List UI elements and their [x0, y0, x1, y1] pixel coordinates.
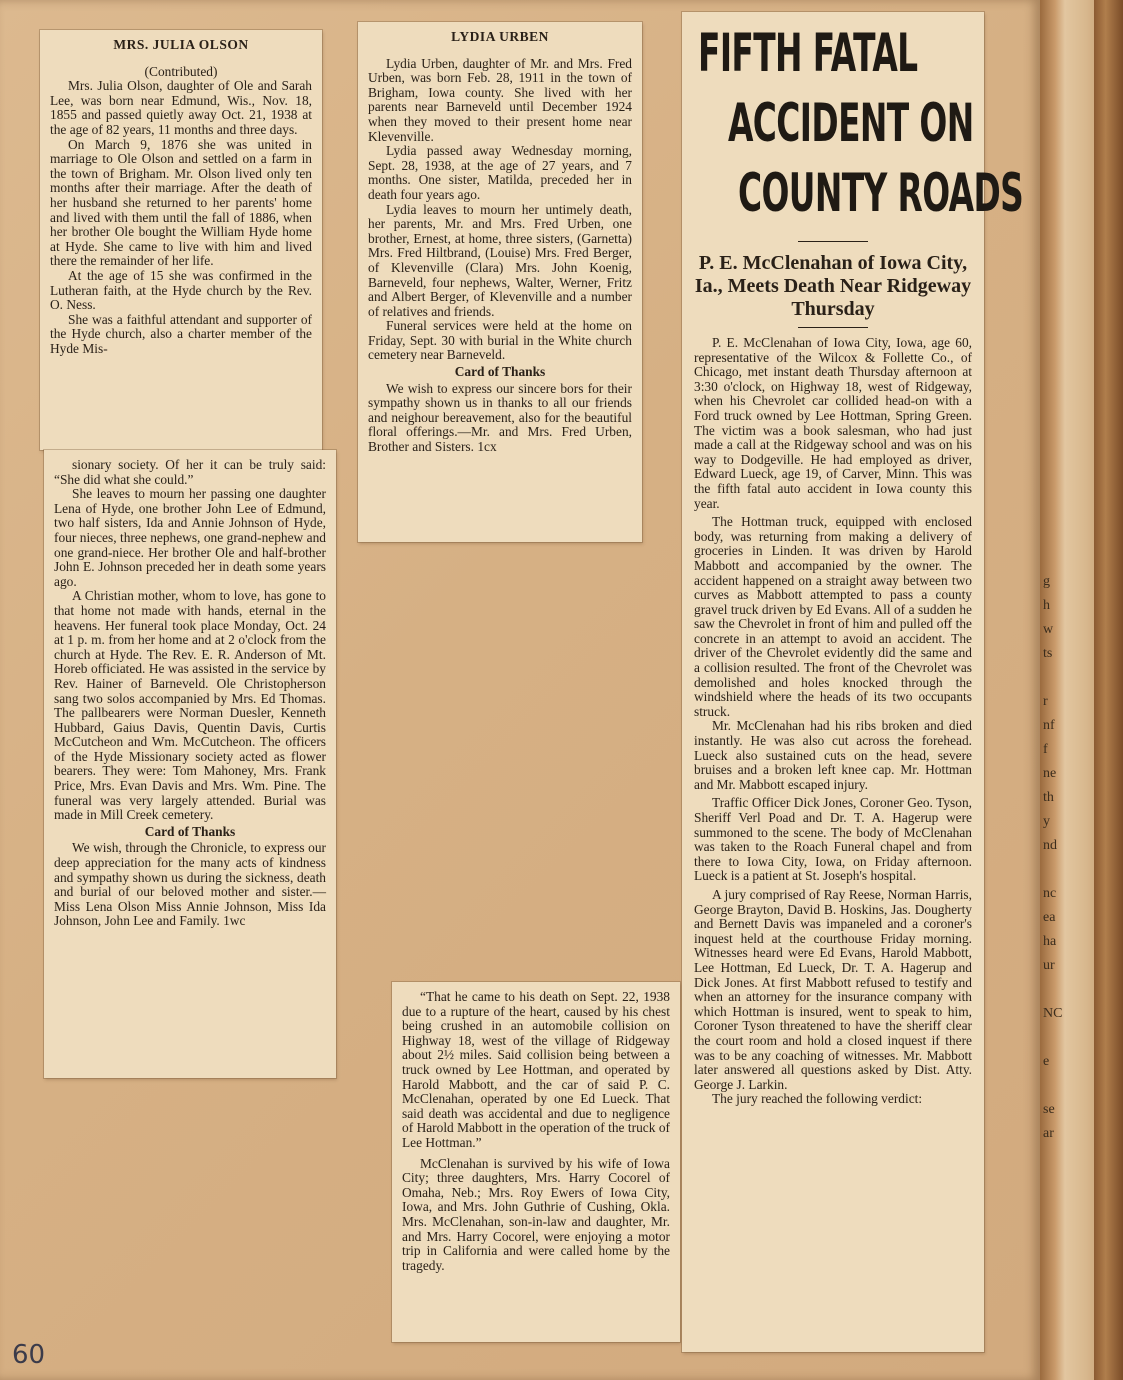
- edge-fragment: ts: [1043, 646, 1053, 661]
- olson-paragraph: On March 9, 1876 she was united in marriage to Ole Olson and settled on a farm in the town of Brigham. Mr. Olson lived only ten months after their marriage. After the death of her husband she returned to her parents' home and lived with them until the fall of 1886, when her brother Ole bought the William Hyde home at Hyde. She came to live with him and lived there the remainder of her life.: [50, 136, 312, 269]
- olson-contributed: (Contributed): [144, 63, 218, 79]
- edge-fragment: ne: [1043, 766, 1057, 781]
- verdict-paragraph: “That he came to his death on Sept. 22, 1938 due to a rupture of the heart, caused by his chest being crushed in an automobile collision on Highway 18, west of the village of Ridgeway about 2½ miles. Said collision being between a truck owned by Lee Hottman, and operated by Harold Mabbott, and the car of said P. C. McClenahan, operated by one Ed Lueck. That said death was accidental and due to negligence of Harold Mabbott in the operation of the truck of Lee Hottman.”: [402, 989, 670, 1150]
- olson-obituary-top: [40, 30, 322, 450]
- deck-rule: [798, 327, 868, 328]
- edge-fragment: [1043, 1026, 1069, 1050]
- accident-paragraph: P. E. McClenahan of Iowa City, Iowa, age 60, representative of the Wilcox & Follette Co., of Chicago, met instant death Thursday afternoon at 3:30 o'clock, on Highway 18, west of Ridgeway, when his Chevrolet car collided head-on with a Ford truck owned by Lee Hottman, Spring Green. The victim was a book salesman, who had just made a call at the Ridgeway school and was on his way to Dodgeville. He had employed as driver, Edward Lueck, age 19, of Carver, Minn. This was the fifth fatal auto accident in Iowa county this year.: [694, 335, 972, 511]
- headline-rule: [798, 241, 868, 242]
- edge-fragment: e: [1043, 1054, 1050, 1069]
- olson-paragraph: A Christian mother, whom to love, has gone to that home not made with hands, eternal in the heavens. Her funeral took place Monday, Oct. 24 at 1 p. m. from her home and at 2 o'clock from the church at Hyde. The Rev. E. R. Anderson of Mt. Horeb officiated. He was assisted in the service by Rev. Hainer of Barneveld. Ole Christopherson sang two solos accompanied by Mrs. Ed Thomas. The pallbearers were Norman Duesler, Kenneth Hubbard, Gaius Davis, Quentin Davis, Curtis McCutcheon and Wm. McCutcheon. The officers of the Hyde Missionary society acted as flower bearers. They were: Tom Mahoney, Mrs. Frank Price, Mrs. Evan Davis and Mrs. Wm. Pine. The funeral was very largely attended. Burial was made in Mill Creek cemetery.: [54, 588, 326, 823]
- olson-paragraph: She leaves to mourn her passing one daughter Lena of Hyde, one brother John Lee of Edmund, two half sisters, Ida and Annie Johnson of Hyde, four nieces, three nephews, one grand-nephew and one grand-niece. Her brother Ole and half-brother John E. Johnson preceded her in death some years ago.: [54, 486, 326, 589]
- olson-obituary-bottom: [44, 450, 336, 1078]
- accident-paragraph: A jury comprised of Ray Reese, Norman Harris, George Brayton, David B. Hoskins, Jas. Dougherty and Bernett Davis was impaneled and a coroner's inquest held at the courthouse Friday morning. Witnesses heard were Ed Evans, Harold Mabbott, Lee Hottman, Ed Lueck, Dr. T. A. Hagerup and Dick Jones. At first Mabbott refused to testify and when an attorney for the insurance company with which Hottman is insured, went to speak to him, Coroner Tyson threatened to have the sheriff clear the court room and hold a closed inquest if there was to be any coaching of witnesses. Mr. Mabbott later answered all questions asked by Dist. Atty. George J. Larkin.: [694, 886, 972, 1092]
- edge-fragment: y: [1043, 814, 1050, 829]
- urben-thanks-text: We wish to express our sincere bors for their sympathy shown us in thanks to all our friends and neighour bereavement, also for the beautiful floral offerings.—Mr. and Mrs. Fred Urben, Brother and Sisters. 1cx: [368, 380, 632, 455]
- edge-fragment: [1043, 666, 1069, 690]
- edge-fragment: [1043, 1074, 1069, 1098]
- verdict-clipping: [392, 982, 680, 1342]
- edge-fragment: se: [1043, 1102, 1055, 1117]
- accident-article: [682, 12, 1024, 1352]
- urben-thanks-title: Card of Thanks: [454, 364, 546, 380]
- accident-paragraph: The jury reached the following verdict:: [712, 1091, 923, 1107]
- edge-fragment: r: [1043, 694, 1048, 709]
- edge-fragment: w: [1043, 622, 1054, 637]
- edge-fragment: NC: [1043, 1006, 1063, 1021]
- accident-deck: P. E. McClenahan of Iowa City, Ia., Meets Death Near Ridgeway Thursday: [694, 252, 972, 320]
- olson-title: MRS. JULIA OLSON: [113, 37, 249, 52]
- adjacent-page-fragments: [1043, 570, 1069, 1146]
- edge-fragment: th: [1043, 790, 1054, 805]
- edge-fragment: ar: [1043, 1126, 1054, 1141]
- urben-paragraph: Lydia Urben, daughter of Mr. and Mrs. Fred Urben, was born Feb. 28, 1911 in the town of Brigham, Iowa county. She lived with her parents near Barneveld until December 1924 when they moved to their present home near Klevenville.: [368, 55, 632, 144]
- headline-line: COUNTY ROADS: [738, 163, 1024, 224]
- edge-fragment: f: [1043, 742, 1048, 757]
- accident-paragraph: Traffic Officer Dick Jones, Coroner Geo. Tyson, Sheriff Verl Poad and Dr. T. A. Hagerup were summoned to the scene. The body of McClenahan was taken to the Roach Funeral chapel and from there to Iowa City, Iowa, on Friday afternoon. Lueck is a patient at St. Joseph's hospital.: [694, 795, 972, 884]
- edge-fragment: ha: [1043, 934, 1057, 949]
- edge-fragment: nd: [1043, 838, 1057, 853]
- accident-paragraph: Mr. McClenahan had his ribs broken and died instantly. He was also cut across the forehead. Lueck also sustained cuts on the head, severe bruises and a broken left knee cap. Mr. Hottman and Mr. Mabbott escaped injury.: [694, 718, 972, 792]
- accident-paragraph: The Hottman truck, equipped with enclosed body, was returning from making a delivery of groceries in Linden. It was driven by Harold Mabbott and accompanied by the owner. The accident happened on a straight away between two curves as Mabbott attempted to pass a county gravel truck driven by Ed Evans. All of a sudden he saw the Chevrolet in front of him and pulled off the concrete in an attempt to avoid an accident. The driver of the Chevrolet evidently did the same and a collision resulted. The front of the Chevrolet was demolished and holes knocked through the windshield where the heads of its two occupants struck.: [694, 514, 972, 719]
- olson-paragraph: At the age of 15 she was confirmed in the Lutheran faith, at the Hyde church by the Rev. O. Ness.: [50, 267, 312, 313]
- urben-paragraph: Lydia passed away Wednesday morning, Sept. 28, 1938, at the age of 27 years, and 7 months. One sister, Matilda, preceded her in death four years ago.: [368, 143, 632, 202]
- edge-fragment: [1043, 858, 1069, 882]
- olson-thanks-text: We wish, through the Chronicle, to express our deep appreciation for the many acts of kindness and sympathy shown us during the sickness, death and burial of our beloved mother and sister.—Miss Lena Olson Miss Annie Johnson, Miss Ida Johnson, John Lee and Family. 1wc: [54, 840, 326, 929]
- olson-thanks-title: Card of Thanks: [144, 823, 236, 839]
- pencil-page-number: 60: [12, 1340, 46, 1370]
- edge-fragment: ea: [1043, 910, 1056, 925]
- edge-fragment: ur: [1043, 958, 1055, 973]
- headline-line: ACCIDENT ON: [728, 93, 974, 154]
- edge-fragment: [1043, 978, 1069, 1002]
- urben-obituary: [358, 22, 642, 542]
- olson-paragraph: Mrs. Julia Olson, daughter of Ole and Sarah Lee, was born near Edmund, Wis., Nov. 18, 1855 and passed quietly away Oct. 21, 1938 at the age of 82 years, 11 months and three days.: [50, 78, 312, 137]
- urben-paragraph: Lydia leaves to mourn her untimely death, her parents, Mr. and Mrs. Fred Urben, one brother, Ernest, at home, three sisters, (Garnetta) Mrs. Fred Hiltbrand, (Louise) Mrs. Fred Berger, of Klevenville (Clara) Mrs. John Koenig, Barneveld, four nephews, Walter, Werner, Fritz and Albert Berger, of Klevenville and a number of relatives and friends.: [368, 201, 632, 319]
- edge-fragment: h: [1043, 598, 1050, 613]
- olson-paragraph: sionary society. Of her it can be truly said: “She did what she could.”: [54, 457, 326, 487]
- headline-line: FIFTH FATAL: [698, 23, 918, 84]
- edge-fragment: nf: [1043, 718, 1055, 733]
- edge-fragment: g: [1043, 574, 1050, 589]
- edge-fragment: nc: [1043, 886, 1057, 901]
- accident-headline: [694, 20, 1024, 235]
- olson-paragraph: She was a faithful attendant and supporter of the Hyde church, also a charter member of the Hyde Mis-: [50, 311, 312, 356]
- urben-paragraph: Funeral services were held at the home on Friday, Sept. 30 with burial in the White church cemetery near Barneveld.: [368, 318, 632, 363]
- verdict-paragraph: McClenahan is survived by his wife of Iowa City; three daughters, Mrs. Harry Cocorel of Omaha, Neb.; Mrs. Roy Ewers of Iowa City, Iowa, and Mrs. John Guthrie of Cushing, Okla. Mrs. McClenahan, son-in-law and daughter, Mr. and Mrs. Harry Cocorel, were enjoying a motor trip in California and were called home by the tragedy.: [402, 1155, 670, 1273]
- urben-title: LYDIA URBEN: [451, 29, 549, 44]
- album-spine: [1094, 0, 1123, 1380]
